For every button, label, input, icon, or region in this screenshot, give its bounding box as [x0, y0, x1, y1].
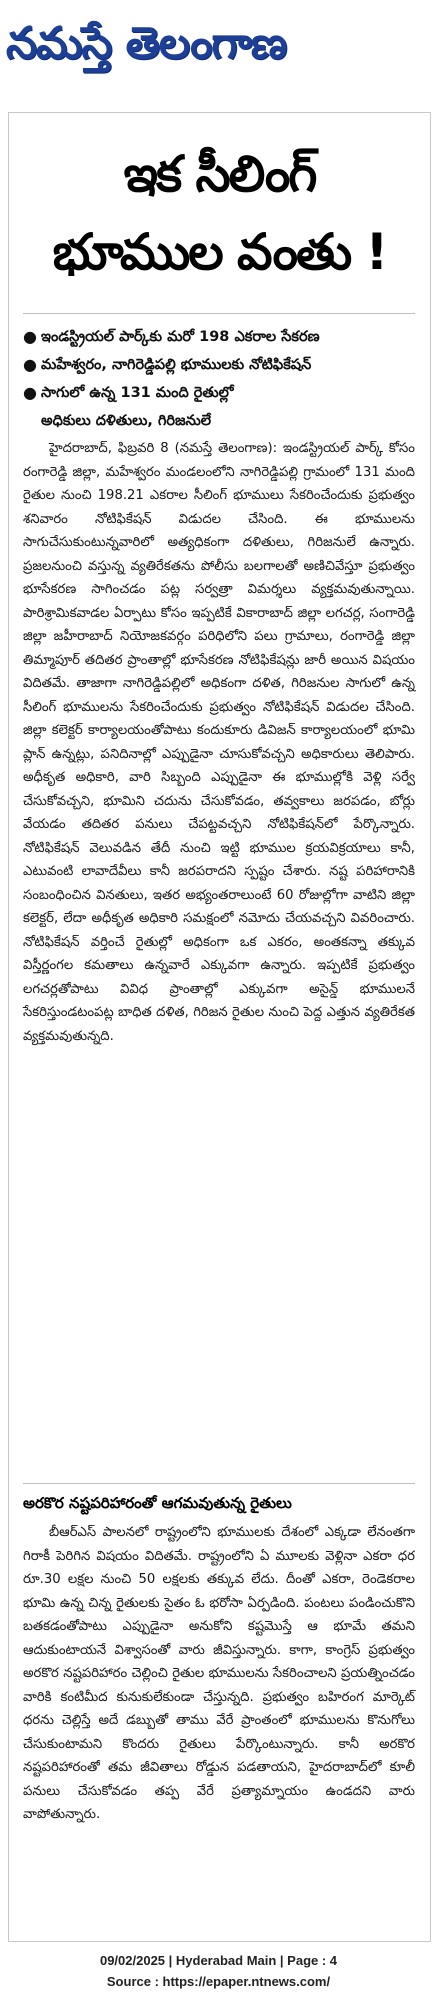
headline-line-1: ఇక సీలింగ్ [123, 145, 316, 203]
headline-line-2: భూముల వంతు ! [52, 223, 387, 281]
bullet-text: సాగులో ఉన్న 131 మంది రైతుల్లో [41, 385, 234, 401]
bullet-text: ఇండస్ట్రియల్ పార్క్‌కు మరో 198 ఎకరాల సేకరణ [41, 329, 320, 345]
article-paragraph: హైదరాబాద్, ఫిబ్రవరి 8 (నమస్తే తెలంగాణ): ఇండస్ట్రియల్ పార్క్ కోసం రంగారెడ్డి జిల్లా, మహేశ్వరం మండలంలోని నాగిరెడ్డిపల్లి గ్రామంలో 131 మంది రైతుల నుంచి 198.21 ఎకరాల సీలింగ్ భూములు సేకరించేందుకు ప్రభుత్వం శనివారం నోటిఫికేషన్ విడుదల చేసింది. ఈ భూములను సాగుచేసుకుంటున్నవారిలో అత్యధికంగా దళితులు, గిరిజనులే ఉన్నారు. ప్రజలనుంచి వస్తున్న వ్యతిరేకతను పోలీసు బలగాలతో అణిచివేస్తూ ప్రభుత్వం భూసేకరణ సాగించడం పట్ల సర్వత్రా విమర్శలు వ్యక్తమవుతున్నాయి. పారిశ్రామికవాడల ఏర్పాటు కోసం ఇప్పటికే వికారాబాద్ జిల్లా లగచర్ల, సంగారెడ్డి జిల్లా జహీరాబాద్ నియోజకవర్గం పరిధిలోని పలు గ్రామాలు, రంగారెడ్డి జిల్లా తిమ్మాపూర్ తదితర ప్రాంతాల్లో భూసేకరణ నోటిఫికేషన్లు జారీ అయిన విషయం విదితమే. తాజాగా నాగిరెడ్డిపల్లిలో అధికంగా దళిత, గిరిజనుల సాగులో ఉన్న సీలింగ్ భూములను సేకరించేందుకు ప్రభుత్వం నోటిఫికేషన్ విడుదల చేసింది. జిల్లా కలెక్టర్ కార్యాలయంతోపాటు కందుకూరు డివిజన్ కార్యాలయంలో భూమి ప్లాన్ ఉన్నట్లు, పనిదినాల్లో ఎప్పుడైనా చూసుకోవచ్చని అధికారులు తెలిపారు. అధీకృత అధికారి, వారి సిబ్బంది ఎప్పుడైనా ఈ భూముల్లోకి వెళ్లి సర్వే చేసుకోవచ్చని, భూమిని చదును చేసుకోవడం, తవ్వకాలు జరపడం, బోర్లు వేయడం తదితర పనులు చేపట్టవచ్చని నోటిఫికేషన్‌లో పేర్కొన్నారు. నోటిఫికేషన్ వెలువడిన తేదీ నుంచి ఇట్టి భూముల క్రయవిక్రయాలు కానీ, ఎటువంటి లావాదేవీలు కానీ జరపరాదని స్పష్టం చేశారు. నష్ట పరిహారానికి సంబంధించిన వినతులు, ఇతర అభ్యంతరాలుంటే 60 రోజుల్లోగా వాటిని జిల్లా కలెక్టర్, లేదా అధీకృత అధికారి సమక్షంలో నమోదు చేయవచ్చని వివరించారు. నోటిఫికేషన్ వర్తించే రైతుల్లో అధికంగా ఒక ఎకరం, అంతకన్నా తక్కువ విస్తీర్ణంగల కమతాలు ఉన్నవారే ఎక్కువగా ఉన్నారు. ఇప్పటికే ప్రభుత్వం లగచర్లతోపాటు వివిధ ప్రాంతాల్లో ఎక్కువగా అసైన్డ్ భూములనే సేకరిస్తుండటంపట్ల బాధిత దళిత, గిరిజన రైతుల నుంచి పెద్ద ఎత్తున వ్యతిరేకత వ్యక్తమవుతున్నది. [23, 441, 415, 1044]
masthead-title: నమస్తే తెలంగాణ [6, 18, 287, 69]
bullet-list [23, 323, 415, 435]
divider [23, 1483, 415, 1484]
bullet-item [23, 379, 415, 407]
footer [0, 1950, 437, 1992]
article-clipping [8, 112, 431, 1942]
article-body [23, 437, 415, 1048]
bullet-text: మహేశ్వరం, నాగిరెడ్డిపల్లి భూములకు నోటిఫికేషన్ [41, 357, 312, 373]
bullet-item [23, 351, 415, 379]
footer-date-edition: 09/02/2025 | Hyderabad Main | Page : 4 [99, 1953, 338, 1968]
bullet-icon: ● [23, 383, 37, 402]
article-paragraph: బీఆర్‌ఎస్ పాలనలో రాష్ట్రంలోని భూములకు దేశంలో ఎక్కడా లేనంతగా గిరాకీ పెరిగిన విషయం విదితమే. రాష్ట్రంలోని ఏ మూలకు వెళ్లినా ఎకరా ధర రూ.30 లక్షల నుంచి 50 లక్షలకు తక్కువ లేదు. దీంతో ఎకరా, రెండెకరాల భూమి ఉన్న చిన్న రైతులకు సైతం ఓ భరోసా ఏర్పడింది. పంటలు పండించుకొని బతకడంతోపాటు ఎప్పుడైనా అనుకోని కష్టమొస్తే ఆ భూమే తమని ఆదుకుంటాయనే విశ్వాసంతో వారు జీవిస్తున్నారు. కాగా, కాంగ్రెస్ ప్రభుత్వం అరకొర నష్టపరిహారం చెల్లించి రైతుల భూములను సేకరించాలని ప్రయత్నించడం వారికి కంటిమీద కునుకులేకుండా చేస్తున్నది. ప్రభుత్వం బహిరంగ మార్కెట్ ధరను చెల్లిస్తే అదే డబ్బుతో తాము వేరే ప్రాంతంలో భూములను కొనుగోలు చేసుకుంటామని కొందరు రైతులు పేర్కొంటున్నారు. కానీ అరకొర నష్టపరిహారంతో తమ జీవితాలు రోడ్డున పడతాయని, హైదరాబాద్‌లో కూలీ పనులు చేసుకోవడం తప్ప వేరే ప్రత్యామ్నాయం ఉండదని వారు వాపోతున్నారు. [23, 1525, 415, 1822]
footer-source: Source : https://epaper.ntnews.com/ [106, 1974, 331, 1989]
bullet-continuation: అధికులు దళితులు, గిరిజనులే [41, 413, 212, 429]
article-body-2 [23, 1521, 415, 1827]
bullet-icon: ● [23, 327, 37, 346]
article-headline [9, 135, 430, 291]
divider [23, 313, 415, 314]
article-subhead: అరకొర నష్టపరిహారంతో ఆగమవుతున్న రైతులు [23, 1494, 292, 1512]
bullet-icon: ● [23, 355, 37, 374]
masthead [0, 0, 437, 100]
bullet-item [23, 323, 415, 351]
